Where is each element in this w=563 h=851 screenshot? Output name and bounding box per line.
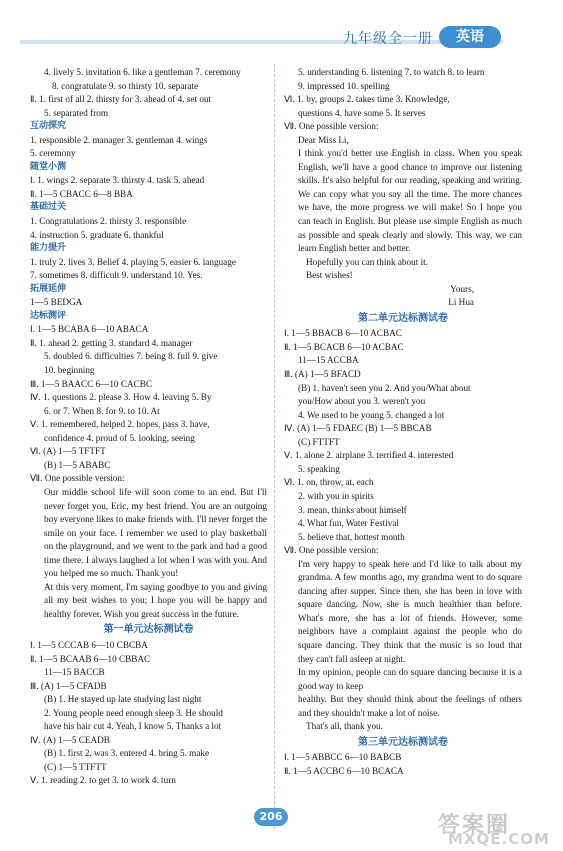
- answer-line: Hopefully you can think about it.: [306, 256, 428, 267]
- answer-line: (C) FTTFT: [298, 436, 340, 447]
- answer-line: 5. doubled 6. difficulties 7. being 8. full 9. give: [44, 351, 218, 362]
- answer-line: healthy. But they should think about the feelings of others and they shouldn't make a lot of noise.: [298, 694, 522, 718]
- answer-line: 9. impressed 10. spelling: [298, 80, 390, 91]
- answer-line: Ⅵ. (A) 1—5 TFTFT: [30, 446, 106, 457]
- answer-line: Ⅰ. 1—5 CCCAB 6—10 CBCBA: [30, 639, 148, 650]
- answer-line: Ⅱ. 1—5 ACCBC 6—10 BCACA: [284, 765, 404, 776]
- answer-line: have his hair cut 4. Yeah, I know 5. Thanks a lot: [44, 721, 222, 732]
- answer-line: 5. ceremony: [30, 148, 76, 159]
- right-column: [284, 66, 522, 778]
- section-heading: 随堂小测: [30, 161, 67, 172]
- answer-line: 5. speaking: [298, 463, 340, 474]
- answer-line: Ⅶ. One possible version:: [30, 473, 125, 484]
- answer-line: 1. responsible 2. manager 3. gentleman 4. wings: [30, 134, 208, 145]
- answer-line: That's all, thank you.: [306, 721, 383, 732]
- column-divider: [274, 64, 275, 829]
- answer-line: you/How about you 3. weren't you: [298, 396, 426, 407]
- answer-line: 11—15 ACCBA: [298, 355, 359, 366]
- answer-line: (B) 1. haven't seen you 2. And you/What about: [298, 382, 471, 393]
- left-column: [30, 66, 267, 788]
- answer-line: 1. truly 2. lives 3. Belief 4. playing 5. easier 6. language: [30, 256, 236, 267]
- answer-line: Ⅴ. 1. reading 2. to get 3. to work 4. turn: [30, 775, 176, 786]
- answer-line: Ⅳ. (A) 1—5 FDAEC (B) 1—5 BBCAB: [284, 423, 432, 434]
- answer-line: Ⅶ. One possible version:: [284, 121, 379, 132]
- answer-line: I'm very happy to speak here and I'd like to talk about my grandma. A few months ago, my grandma went to do square dancing after supper. Since then, she has been in love with square dancing. Now, she is much healthier than before. What's more, she has a lot of friends. However, some neighbors have a complaint against the people who do square dancing. They think that the music is so loud that they can't fall asleep at night.: [298, 558, 522, 664]
- answer-line: (B) 1—5 ABABC: [44, 459, 111, 470]
- page-header: [0, 0, 563, 54]
- answer-line: Yours,: [450, 283, 474, 294]
- section-heading: 拓展延伸: [30, 283, 67, 294]
- answer-line: Ⅲ. 1—5 BAACC 6—10 CACBC: [30, 378, 152, 389]
- answer-line: 7. sometimes 8. difficult 9. understand 10. Yes.: [30, 270, 203, 281]
- answer-line: Ⅵ. 1. on, throw, at, each: [284, 477, 374, 488]
- section-heading: 第一单元达标测试卷: [103, 624, 194, 636]
- subject-badge: 英语: [439, 26, 501, 48]
- answer-line: Ⅰ. 1—5 BCABA 6—10 ABACA: [30, 324, 149, 335]
- answer-line: (B) 1. He stayed up late studying last night: [44, 694, 202, 705]
- section-heading: 第三单元达标测试卷: [358, 736, 448, 748]
- answer-line: 2. Young people need enough sleep 3. He should: [44, 707, 223, 718]
- watermark-logo: 答案圈: [438, 813, 511, 838]
- answer-line: Our middle school life will soon come to an end. But I'll never forget you, Eric, my best friend. You are an outgoing boy everyone likes to make friends with. I'll never forget the smile on your face. I remember we used to play basketball on the playground, and we went to the park and had a good time there. I always laughed a lot when I was with you. And you helped me so much. Thank you!: [44, 486, 267, 579]
- answer-line: 10. beginning: [44, 365, 95, 376]
- answer-line: Ⅰ. 1—5 BBACB 6—10 ACBAC: [284, 328, 402, 339]
- answer-line: Li Hua: [448, 297, 474, 308]
- answer-line: 5. believe that, hottest month: [298, 531, 405, 542]
- section-heading: 基础过关: [30, 202, 67, 213]
- answer-line: Ⅱ. 1—5 CBACC 6—8 BBA: [30, 188, 133, 199]
- section-heading: 达标测评: [30, 310, 67, 321]
- answer-line: Ⅰ. 1. wings 2. separate 3. thirsty 4. task 5. ahead: [30, 175, 205, 186]
- answer-line: 4. instruction 5. graduate 6. thankful: [30, 229, 164, 240]
- answer-line: 6. or 7. When 8. for 9. to 10. At: [44, 405, 160, 416]
- answer-line: 2. with you in spirits: [298, 490, 374, 501]
- answer-line: (C) 1—5 TTFTT: [44, 761, 107, 772]
- page-number: 206: [254, 808, 288, 826]
- answer-line: 4. We used to be young 5. changed a lot: [298, 409, 445, 420]
- answer-line: Ⅱ. 1. ahead 2. getting 3. standard 4. manager: [30, 337, 193, 348]
- answer-line: 4. lively 5. invitation 6. like a gentleman 7. ceremony: [44, 67, 241, 77]
- answer-line: Ⅲ. (A) 1—5 CFADB: [30, 680, 107, 691]
- section-heading: 第二单元达标测试卷: [358, 312, 448, 324]
- answer-line: Ⅳ. (A) 1—5 CEADB: [30, 734, 110, 745]
- answer-line: Ⅴ. 1. remembered, helped 2. hopes, pass 3. have,: [30, 419, 210, 430]
- answer-line: confidence 4. proud of 5. looking, seeing: [44, 432, 195, 443]
- section-heading: 互动探究: [30, 121, 67, 132]
- answer-line: At this very moment, I'm saying goodbye to you and giving all my best wishes to you; I hope you will be happy and healthy forever. Wish you great success in the future.: [44, 581, 267, 619]
- answer-line: questions 4. have some 5. It serves: [298, 107, 426, 118]
- answer-line: Ⅱ. 1. first of all 2. thirsty for 3. ahead of 4. set out: [30, 94, 212, 105]
- answer-line: 11—15 BACCB: [44, 667, 105, 678]
- answer-line: I think you'd better use English in class. When you speak English, we'll have a good chance to improve our listening skills. It's also helpful for our reading, speaking and writing. We can copy what you say all the time. The more chances we have, the more progress we will make! So I hope you can teach in English. But please use simple English as much as possible and speak clearly and slowly. This way, we can learn English better and better.: [298, 148, 522, 254]
- answer-line: 5. separated from: [44, 107, 109, 118]
- answer-line: Ⅵ. 1. by, groups 2. takes time 3. Knowledge,: [284, 94, 450, 105]
- answer-line: Ⅰ. 1—5 ABBCC 6—10 BABCB: [284, 752, 402, 763]
- answer-line: 1. Congratulations 2. thirsty 3. responsible: [30, 216, 187, 227]
- answer-line: Ⅴ. 1. alone 2. airplane 3. terrified 4. interested: [284, 450, 454, 461]
- answer-line: Ⅱ. 1—5 BCAAB 6—10 CBBAC: [30, 653, 151, 664]
- answer-line: Ⅱ. 1—5 BCACB 6—10 ACBAC: [284, 341, 404, 352]
- answer-line: 5. understanding 6. listening 7. to watch 8. to learn: [298, 67, 485, 77]
- answer-line: 1—5 BEDGA: [30, 297, 83, 308]
- watermark-url: MXQE.COM: [448, 830, 550, 848]
- answer-line: Ⅶ. One possible version:: [284, 545, 379, 556]
- answer-line: (B) 1. first 2. was 3. entered 4. bring 5. make: [44, 748, 210, 759]
- answer-line: 4. What fun, Water Festival: [298, 518, 399, 529]
- grade-label: 九年级全一册: [343, 31, 433, 47]
- answer-line: Ⅲ. (A) 1—5 BFACD: [284, 369, 361, 380]
- answer-line: Best wishes!: [306, 270, 353, 281]
- answer-line: Ⅳ. 1. questions 2. please 3. How 4. leaving 5. By: [30, 392, 212, 403]
- answer-line: Dear Miss Li,: [298, 134, 349, 145]
- answer-line: 8. congratulate 9. so thirsty 10. separate: [52, 80, 199, 91]
- answer-line: In my opinion, people can do square dancing because it is a good way to keep: [298, 667, 522, 691]
- section-heading: 能力提升: [30, 243, 67, 254]
- answer-line: 3. mean, thinks about himself: [298, 504, 407, 515]
